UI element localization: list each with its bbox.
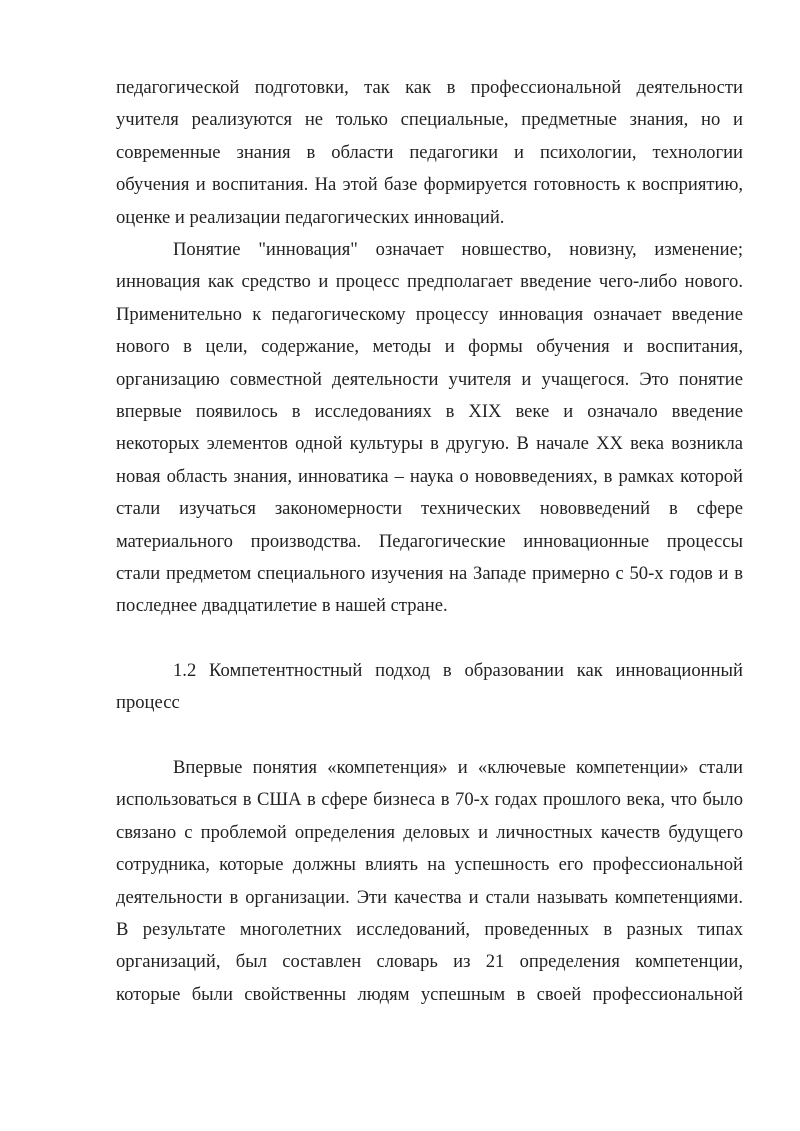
text-line: впервые появилось в исследованиях в XIX веке и означало введение [116, 400, 743, 422]
text-line: стали предметом специального изучения на Западе примерно с 50-х годов и в [116, 562, 743, 584]
text-line: организаций, был составлен словарь из 21 определения компетенции, [116, 951, 743, 973]
text-line: некоторых элементов одной культуры в другую. В начале XX века возникла [116, 433, 743, 455]
paragraph-1 [116, 72, 743, 234]
text-line: деятельности в организации. Эти качества и стали называть компетенциями. [116, 886, 743, 908]
text-line: инновация как средство и процесс предполагает введение чего-либо нового. [116, 271, 743, 293]
text-line: В результате многолетних исследований, проведенных в разных типах [116, 918, 743, 940]
text-line: материального производства. Педагогические инновационные процессы [116, 530, 743, 552]
text-line: нового в цели, содержание, методы и формы обучения и воспитания, [116, 336, 743, 358]
text-line: Впервые понятия «компетенция» и «ключевые компетенции» стали [173, 757, 743, 778]
text-line: сотрудника, которые должны влиять на успешность его профессиональной [116, 854, 743, 876]
text-line: стали изучаться закономерности технических нововведений в сфере [116, 498, 743, 520]
heading-line: процесс [116, 692, 180, 714]
text-line: Применительно к педагогическому процессу инновация означает введение [116, 303, 743, 325]
text-line: учителя реализуются не только специальные, предметные знания, но и [116, 109, 743, 131]
text-line: организацию совместной деятельности учителя и учащегося. Это понятие [116, 368, 743, 390]
text-line: обучения и воспитания. На этой базе формируется готовность к восприятию, [116, 174, 743, 196]
heading-line: 1.2 Компетентностный подход в образовании как инновационный [173, 660, 743, 681]
text-line: новая область знания, инноватика – наука о нововведениях, в рамках которой [116, 465, 743, 487]
text-line: последнее двадцатилетие в нашей стране. [116, 595, 448, 617]
section-heading [116, 655, 743, 720]
paragraph-2 [116, 234, 743, 623]
text-line: Понятие "инновация" означает новшество, новизну, изменение; [173, 239, 743, 260]
text-line: оценке и реализации педагогических инноваций. [116, 206, 505, 228]
text-line: использоваться в США в сфере бизнеса в 70-х годах прошлого века, что было [116, 789, 743, 811]
text-line: которые были свойственны людям успешным в своей профессиональной [116, 983, 743, 1005]
text-line: современные знания в области педагогики и психологии, технологии [116, 141, 743, 163]
paragraph-3 [116, 752, 743, 1011]
text-line: связано с проблемой определения деловых и личностных качеств будущего [116, 821, 743, 843]
text-line: педагогической подготовки, так как в профессиональной деятельности [116, 77, 743, 98]
